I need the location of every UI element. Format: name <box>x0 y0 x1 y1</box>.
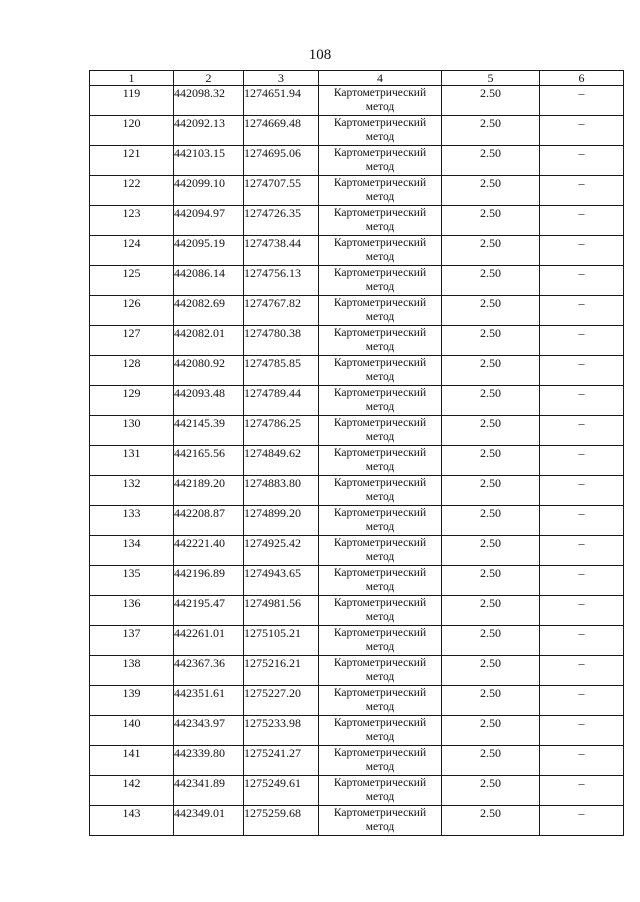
point-number-cell: 127 <box>90 326 174 356</box>
note-cell: – <box>540 296 624 326</box>
accuracy-cell: 2.50 <box>442 806 540 836</box>
accuracy-cell: 2.50 <box>442 206 540 236</box>
table-row <box>90 506 624 536</box>
method-cell <box>319 476 442 506</box>
y-coordinate-cell: 1274883.80 <box>244 476 319 506</box>
method-line-1: Картометрический <box>333 597 427 609</box>
accuracy-cell: 2.50 <box>442 86 540 116</box>
method-line-2: метод <box>365 641 395 653</box>
method-line-2: метод <box>365 311 395 323</box>
table-row <box>90 536 624 566</box>
method-cell <box>319 566 442 596</box>
table-row <box>90 566 624 596</box>
accuracy-cell: 2.50 <box>442 746 540 776</box>
table-row <box>90 176 624 206</box>
method-cell <box>319 206 442 236</box>
method-line-1: Картометрический <box>333 777 427 789</box>
table-row <box>90 776 624 806</box>
accuracy-cell: 2.50 <box>442 656 540 686</box>
method-line-2: метод <box>365 731 395 743</box>
note-cell: – <box>540 266 624 296</box>
x-coordinate-cell: 442099.10 <box>174 176 244 206</box>
method-line-1: Картометрический <box>333 357 427 369</box>
table-row <box>90 716 624 746</box>
table-row <box>90 686 624 716</box>
x-coordinate-cell: 442196.89 <box>174 566 244 596</box>
y-coordinate-cell: 1274767.82 <box>244 296 319 326</box>
point-number-cell: 122 <box>90 176 174 206</box>
column-header: 5 <box>442 71 540 86</box>
y-coordinate-cell: 1274651.94 <box>244 86 319 116</box>
method-line-2: метод <box>365 161 395 173</box>
y-coordinate-cell: 1275227.20 <box>244 686 319 716</box>
point-number-cell: 120 <box>90 116 174 146</box>
table-row <box>90 206 624 236</box>
method-line-2: метод <box>365 341 395 353</box>
method-cell <box>319 416 442 446</box>
accuracy-cell: 2.50 <box>442 416 540 446</box>
note-cell: – <box>540 476 624 506</box>
table-row <box>90 116 624 146</box>
method-line-1: Картометрический <box>333 507 427 519</box>
point-number-cell: 134 <box>90 536 174 566</box>
method-line-2: метод <box>365 821 395 833</box>
y-coordinate-cell: 1274981.56 <box>244 596 319 626</box>
column-header: 6 <box>540 71 624 86</box>
note-cell: – <box>540 776 624 806</box>
x-coordinate-cell: 442086.14 <box>174 266 244 296</box>
method-line-2: метод <box>365 251 395 263</box>
method-cell <box>319 296 442 326</box>
x-coordinate-cell: 442093.48 <box>174 386 244 416</box>
note-cell: – <box>540 356 624 386</box>
note-cell: – <box>540 656 624 686</box>
point-number-cell: 133 <box>90 506 174 536</box>
y-coordinate-cell: 1275216.21 <box>244 656 319 686</box>
method-line-2: метод <box>365 221 395 233</box>
accuracy-cell: 2.50 <box>442 236 540 266</box>
note-cell: – <box>540 686 624 716</box>
method-cell <box>319 446 442 476</box>
accuracy-cell: 2.50 <box>442 716 540 746</box>
method-line-1: Картометрический <box>333 117 427 129</box>
method-cell <box>319 716 442 746</box>
note-cell: – <box>540 116 624 146</box>
y-coordinate-cell: 1274786.25 <box>244 416 319 446</box>
note-cell: – <box>540 596 624 626</box>
point-number-cell: 128 <box>90 356 174 386</box>
accuracy-cell: 2.50 <box>442 686 540 716</box>
y-coordinate-cell: 1274789.44 <box>244 386 319 416</box>
method-line-1: Картометрический <box>333 477 427 489</box>
method-line-2: метод <box>365 791 395 803</box>
method-line-2: метод <box>365 551 395 563</box>
note-cell: – <box>540 566 624 596</box>
accuracy-cell: 2.50 <box>442 536 540 566</box>
accuracy-cell: 2.50 <box>442 146 540 176</box>
method-cell <box>319 686 442 716</box>
table-row <box>90 386 624 416</box>
x-coordinate-cell: 442189.20 <box>174 476 244 506</box>
method-line-1: Картометрический <box>333 567 427 579</box>
method-cell <box>319 656 442 686</box>
table-row <box>90 416 624 446</box>
page-number: 108 <box>308 47 332 63</box>
table-row <box>90 146 624 176</box>
method-line-1: Картометрический <box>333 447 427 459</box>
note-cell: – <box>540 176 624 206</box>
method-line-1: Картометрический <box>333 687 427 699</box>
accuracy-cell: 2.50 <box>442 596 540 626</box>
point-number-cell: 138 <box>90 656 174 686</box>
accuracy-cell: 2.50 <box>442 326 540 356</box>
x-coordinate-cell: 442341.89 <box>174 776 244 806</box>
point-number-cell: 125 <box>90 266 174 296</box>
point-number-cell: 126 <box>90 296 174 326</box>
x-coordinate-cell: 442082.01 <box>174 326 244 356</box>
method-line-1: Картометрический <box>333 297 427 309</box>
x-coordinate-cell: 442165.56 <box>174 446 244 476</box>
y-coordinate-cell: 1274669.48 <box>244 116 319 146</box>
note-cell: – <box>540 746 624 776</box>
x-coordinate-cell: 442339.80 <box>174 746 244 776</box>
point-number-cell: 121 <box>90 146 174 176</box>
method-line-1: Картометрический <box>333 207 427 219</box>
method-line-1: Картометрический <box>333 807 427 819</box>
method-line-2: метод <box>365 131 395 143</box>
x-coordinate-cell: 442349.01 <box>174 806 244 836</box>
accuracy-cell: 2.50 <box>442 476 540 506</box>
note-cell: – <box>540 326 624 356</box>
y-coordinate-cell: 1274849.62 <box>244 446 319 476</box>
method-line-2: метод <box>365 581 395 593</box>
table-row <box>90 356 624 386</box>
method-line-2: метод <box>365 761 395 773</box>
column-header: 4 <box>319 71 442 86</box>
y-coordinate-cell: 1274695.06 <box>244 146 319 176</box>
method-cell <box>319 536 442 566</box>
method-line-1: Картометрический <box>333 87 427 99</box>
note-cell: – <box>540 146 624 176</box>
accuracy-cell: 2.50 <box>442 506 540 536</box>
note-cell: – <box>540 206 624 236</box>
y-coordinate-cell: 1274726.35 <box>244 206 319 236</box>
accuracy-cell: 2.50 <box>442 356 540 386</box>
note-cell: – <box>540 806 624 836</box>
y-coordinate-cell: 1274925.42 <box>244 536 319 566</box>
method-line-2: метод <box>365 461 395 473</box>
accuracy-cell: 2.50 <box>442 626 540 656</box>
method-cell <box>319 326 442 356</box>
note-cell: – <box>540 446 624 476</box>
y-coordinate-cell: 1275259.68 <box>244 806 319 836</box>
y-coordinate-cell: 1275241.27 <box>244 746 319 776</box>
table-row <box>90 236 624 266</box>
y-coordinate-cell: 1274707.55 <box>244 176 319 206</box>
x-coordinate-cell: 442098.32 <box>174 86 244 116</box>
note-cell: – <box>540 536 624 566</box>
method-cell <box>319 236 442 266</box>
point-number-cell: 137 <box>90 626 174 656</box>
table-row <box>90 86 624 116</box>
note-cell: – <box>540 626 624 656</box>
x-coordinate-cell: 442095.19 <box>174 236 244 266</box>
accuracy-cell: 2.50 <box>442 116 540 146</box>
method-cell <box>319 626 442 656</box>
table-row <box>90 476 624 506</box>
method-line-1: Картометрический <box>333 417 427 429</box>
point-number-cell: 123 <box>90 206 174 236</box>
accuracy-cell: 2.50 <box>442 176 540 206</box>
method-line-1: Картометрический <box>333 657 427 669</box>
y-coordinate-cell: 1274943.65 <box>244 566 319 596</box>
point-number-cell: 130 <box>90 416 174 446</box>
method-cell <box>319 746 442 776</box>
y-coordinate-cell: 1275105.21 <box>244 626 319 656</box>
table-row <box>90 656 624 686</box>
accuracy-cell: 2.50 <box>442 776 540 806</box>
method-line-2: метод <box>365 491 395 503</box>
method-line-1: Картометрический <box>333 267 427 279</box>
method-line-2: метод <box>365 611 395 623</box>
method-line-2: метод <box>365 281 395 293</box>
point-number-cell: 132 <box>90 476 174 506</box>
point-number-cell: 140 <box>90 716 174 746</box>
point-number-cell: 131 <box>90 446 174 476</box>
method-line-2: метод <box>365 401 395 413</box>
method-cell <box>319 506 442 536</box>
accuracy-cell: 2.50 <box>442 446 540 476</box>
method-cell <box>319 86 442 116</box>
method-line-2: метод <box>365 671 395 683</box>
accuracy-cell: 2.50 <box>442 296 540 326</box>
accuracy-cell: 2.50 <box>442 566 540 596</box>
method-line-1: Картометрический <box>333 147 427 159</box>
point-number-cell: 124 <box>90 236 174 266</box>
y-coordinate-cell: 1275249.61 <box>244 776 319 806</box>
note-cell: – <box>540 86 624 116</box>
x-coordinate-cell: 442195.47 <box>174 596 244 626</box>
column-header: 3 <box>244 71 319 86</box>
method-line-1: Картометрический <box>333 717 427 729</box>
x-coordinate-cell: 442080.92 <box>174 356 244 386</box>
y-coordinate-cell: 1275233.98 <box>244 716 319 746</box>
x-coordinate-cell: 442092.13 <box>174 116 244 146</box>
point-number-cell: 142 <box>90 776 174 806</box>
header-row <box>90 71 624 86</box>
table-row <box>90 296 624 326</box>
method-cell <box>319 266 442 296</box>
table-row <box>90 806 624 836</box>
method-line-1: Картометрический <box>333 747 427 759</box>
x-coordinate-cell: 442367.36 <box>174 656 244 686</box>
method-line-1: Картометрический <box>333 177 427 189</box>
table-row <box>90 626 624 656</box>
method-cell <box>319 116 442 146</box>
y-coordinate-cell: 1274780.38 <box>244 326 319 356</box>
note-cell: – <box>540 506 624 536</box>
accuracy-cell: 2.50 <box>442 266 540 296</box>
column-header: 2 <box>174 71 244 86</box>
method-line-2: метод <box>365 431 395 443</box>
table-row <box>90 596 624 626</box>
method-line-2: метод <box>365 191 395 203</box>
table-row <box>90 446 624 476</box>
accuracy-cell: 2.50 <box>442 386 540 416</box>
method-line-1: Картометрический <box>333 387 427 399</box>
x-coordinate-cell: 442082.69 <box>174 296 244 326</box>
method-cell <box>319 176 442 206</box>
coordinates-table <box>89 70 624 836</box>
note-cell: – <box>540 716 624 746</box>
method-cell <box>319 776 442 806</box>
method-cell <box>319 596 442 626</box>
note-cell: – <box>540 386 624 416</box>
note-cell: – <box>540 416 624 446</box>
method-line-2: метод <box>365 371 395 383</box>
x-coordinate-cell: 442261.01 <box>174 626 244 656</box>
method-line-2: метод <box>365 521 395 533</box>
y-coordinate-cell: 1274756.13 <box>244 266 319 296</box>
method-line-2: метод <box>365 101 395 113</box>
y-coordinate-cell: 1274899.20 <box>244 506 319 536</box>
method-cell <box>319 386 442 416</box>
method-line-1: Картометрический <box>333 627 427 639</box>
method-cell <box>319 356 442 386</box>
y-coordinate-cell: 1274738.44 <box>244 236 319 266</box>
method-cell <box>319 806 442 836</box>
x-coordinate-cell: 442208.87 <box>174 506 244 536</box>
method-cell <box>319 146 442 176</box>
point-number-cell: 143 <box>90 806 174 836</box>
point-number-cell: 119 <box>90 86 174 116</box>
x-coordinate-cell: 442343.97 <box>174 716 244 746</box>
method-line-1: Картометрический <box>333 327 427 339</box>
point-number-cell: 136 <box>90 596 174 626</box>
x-coordinate-cell: 442094.97 <box>174 206 244 236</box>
x-coordinate-cell: 442145.39 <box>174 416 244 446</box>
table-row <box>90 746 624 776</box>
point-number-cell: 135 <box>90 566 174 596</box>
point-number-cell: 141 <box>90 746 174 776</box>
x-coordinate-cell: 442103.15 <box>174 146 244 176</box>
y-coordinate-cell: 1274785.85 <box>244 356 319 386</box>
table-row <box>90 266 624 296</box>
method-line-1: Картометрический <box>333 237 427 249</box>
point-number-cell: 139 <box>90 686 174 716</box>
x-coordinate-cell: 442221.40 <box>174 536 244 566</box>
x-coordinate-cell: 442351.61 <box>174 686 244 716</box>
column-header: 1 <box>90 71 174 86</box>
table-row <box>90 326 624 356</box>
method-line-1: Картометрический <box>333 537 427 549</box>
method-line-2: метод <box>365 701 395 713</box>
point-number-cell: 129 <box>90 386 174 416</box>
note-cell: – <box>540 236 624 266</box>
table-body <box>90 86 624 836</box>
